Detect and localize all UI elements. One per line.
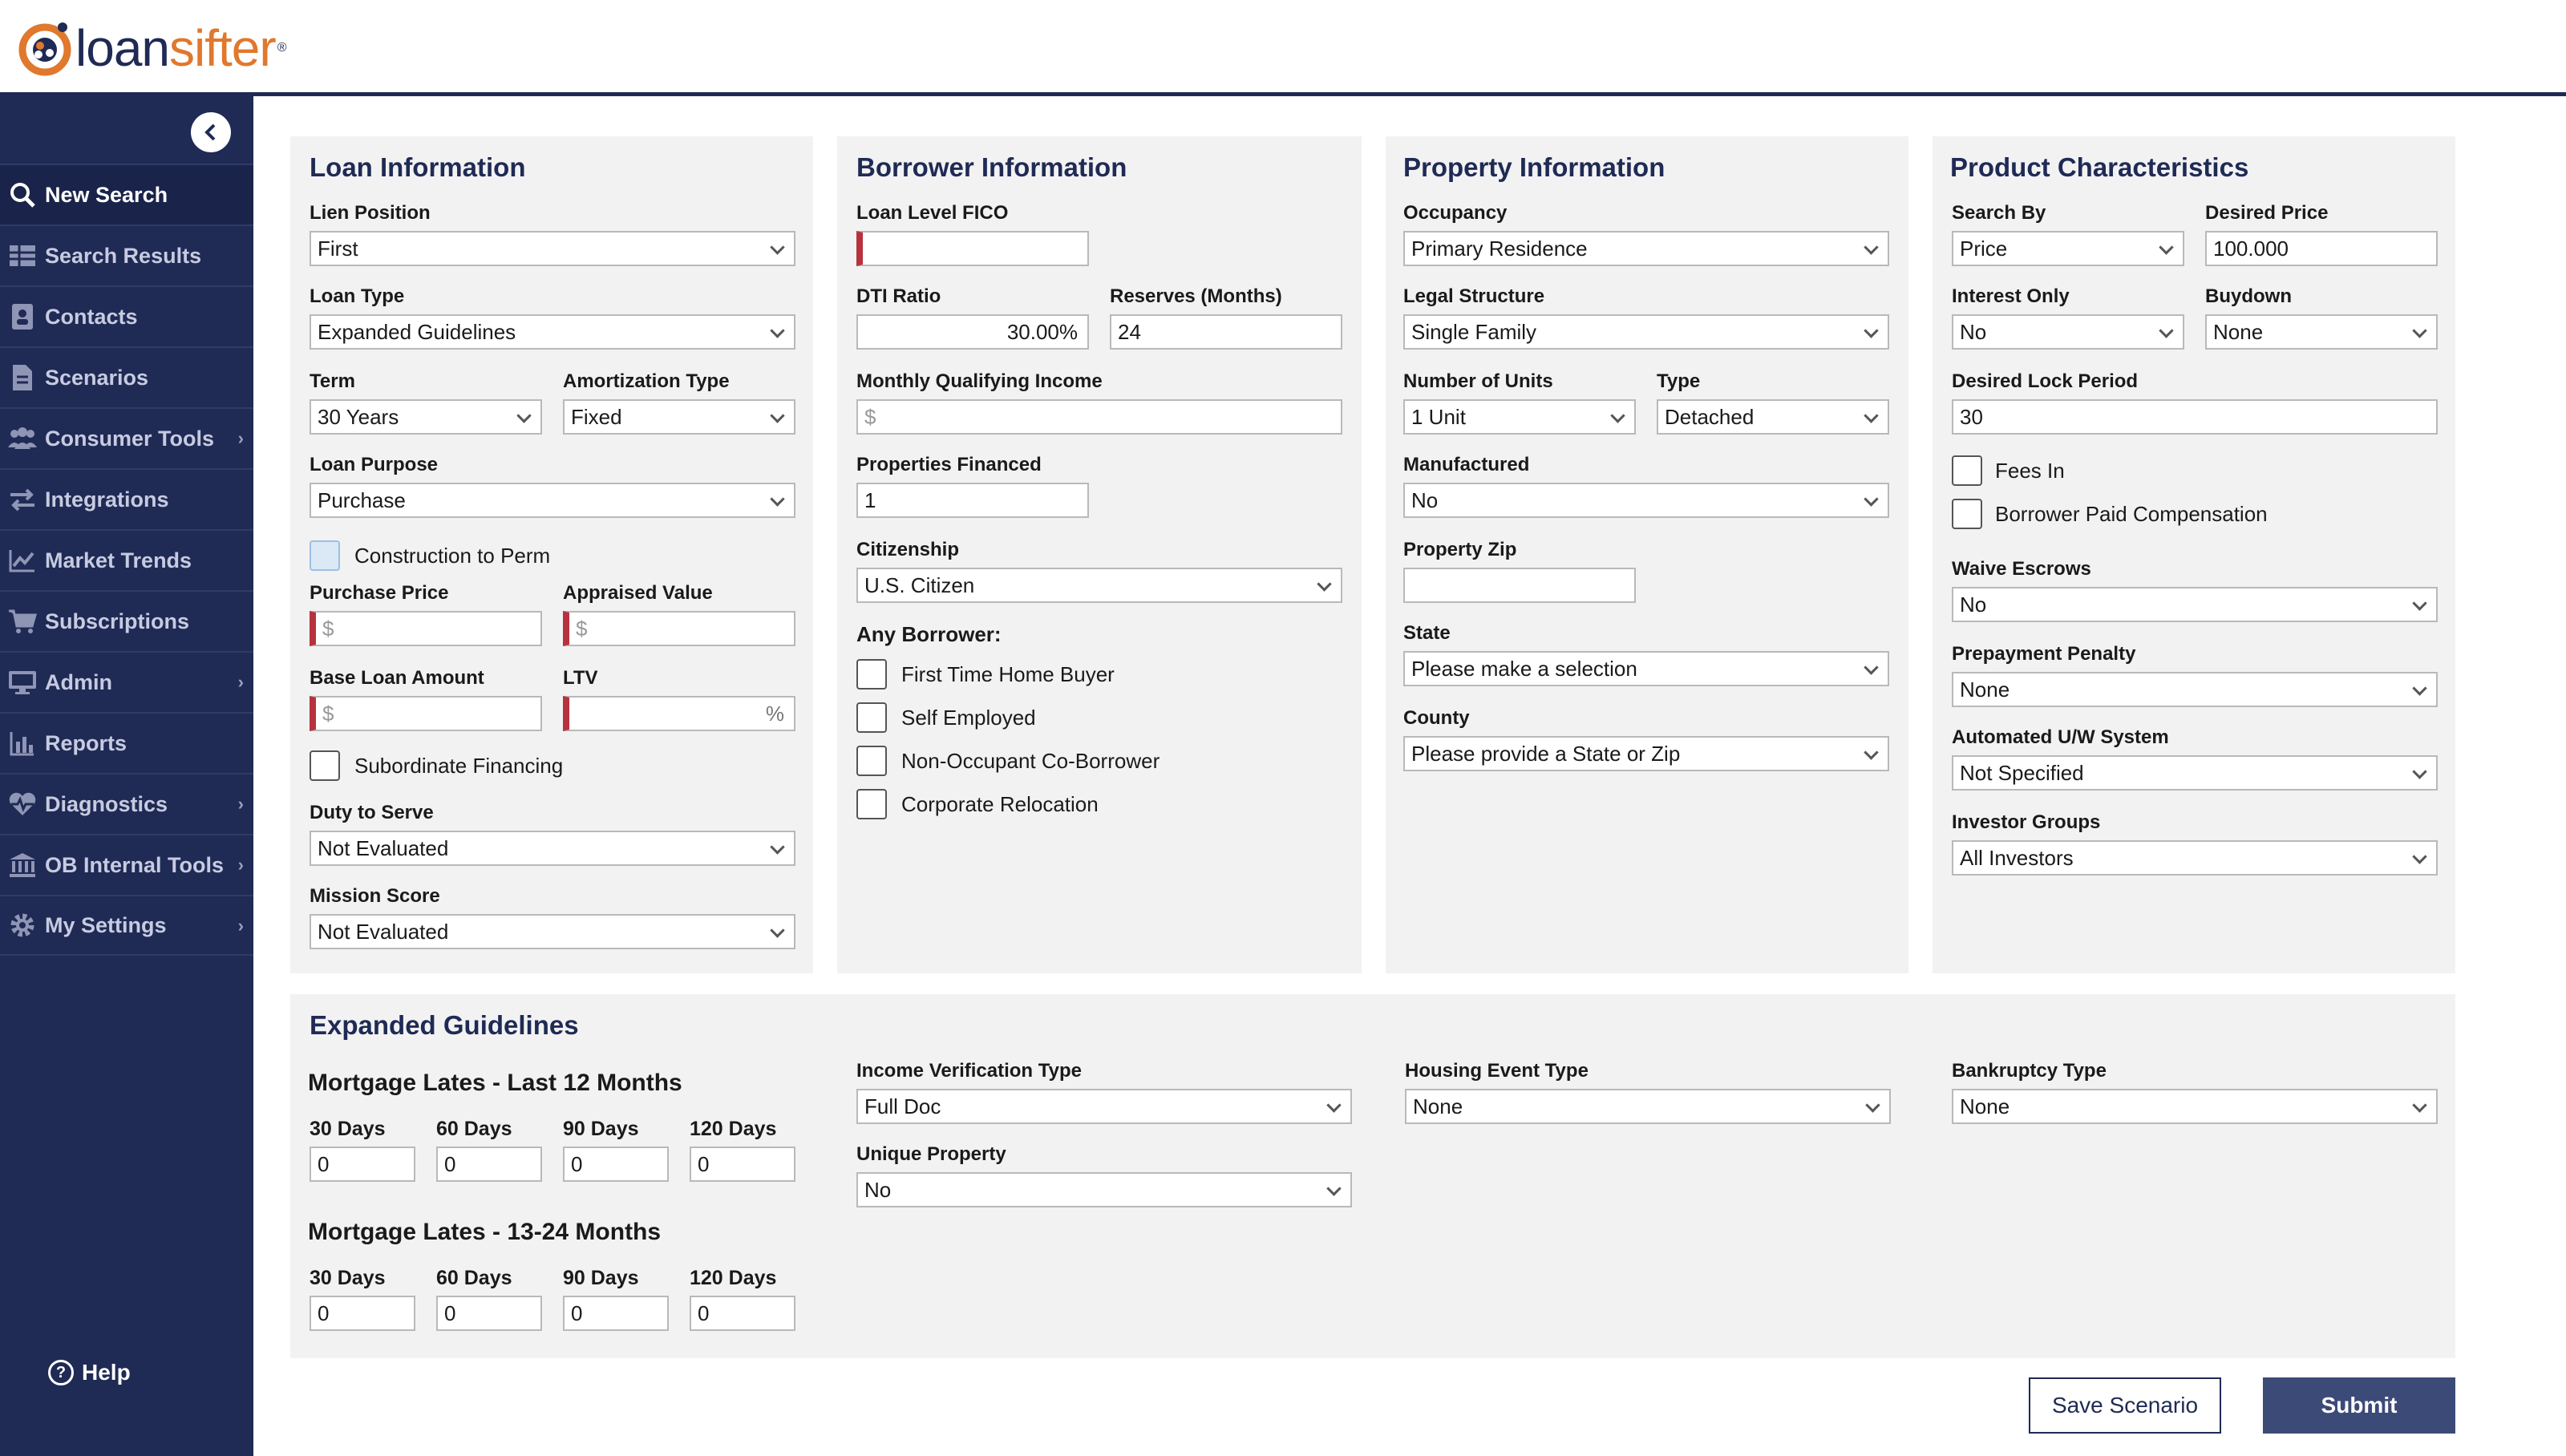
sidebar-nav xyxy=(0,164,253,956)
monthly-qualifying-income-label: Monthly Qualifying Income xyxy=(856,370,1103,392)
lates12-90-days-input[interactable]: 0 xyxy=(563,1147,669,1182)
county-select[interactable]: Please provide a State or Zip xyxy=(1403,736,1889,771)
bankruptcy-type-label: Bankruptcy Type xyxy=(1952,1060,2107,1082)
sidebar-item-label: Contacts xyxy=(45,304,138,329)
loan-information-panel xyxy=(290,136,813,973)
legal-structure-label: Legal Structure xyxy=(1403,285,1545,307)
heartbeat-icon xyxy=(6,788,38,820)
subordinate-financing-checkbox[interactable] xyxy=(310,750,340,781)
panel-title: Product Characteristics xyxy=(1950,152,2249,182)
mortgage-lates-24-title: Mortgage Lates - 13-24 Months xyxy=(308,1219,662,1245)
dti-ratio-label: DTI Ratio xyxy=(856,285,941,307)
prepayment-penalty-select[interactable]: None xyxy=(1952,672,2438,707)
purchase-price-input[interactable]: $ xyxy=(310,611,542,646)
citizenship-select[interactable]: U.S. Citizen xyxy=(856,568,1342,603)
sidebar-item-label: Reports xyxy=(45,730,127,755)
term-label: Term xyxy=(310,370,355,392)
non-occupant-co-borrower-label: Non-Occupant Co-Borrower xyxy=(901,749,1160,773)
users-icon xyxy=(6,423,38,455)
sidebar-item-integrations[interactable] xyxy=(0,468,253,529)
property-zip-label: Property Zip xyxy=(1403,539,1517,560)
chevron-left-icon xyxy=(200,122,221,143)
interest-only-label: Interest Only xyxy=(1952,285,2070,307)
collapse-sidebar-button[interactable] xyxy=(191,112,231,152)
sidebar-item-reports[interactable] xyxy=(0,712,253,773)
help-label: Help xyxy=(82,1360,131,1385)
housing-event-type-label: Housing Event Type xyxy=(1405,1060,1589,1082)
lates12-30-days-label: 30 Days xyxy=(310,1118,386,1140)
gear-icon xyxy=(6,909,38,941)
chevron-right-icon: › xyxy=(237,916,244,936)
term-select[interactable]: 30 Years xyxy=(310,399,542,435)
lates12-90-days-label: 90 Days xyxy=(563,1118,639,1140)
sidebar-item-search-results[interactable] xyxy=(0,224,253,285)
search-by-select[interactable]: Price xyxy=(1952,231,2184,266)
borrower-information-panel xyxy=(837,136,1362,973)
housing-event-type-select[interactable]: None xyxy=(1405,1089,1891,1124)
income-verification-type-select[interactable]: Full Doc xyxy=(856,1089,1352,1124)
loansifter-logo[interactable] xyxy=(16,16,286,80)
sidebar-item-new-search[interactable] xyxy=(0,164,253,224)
sidebar-item-ob-internal-tools[interactable] xyxy=(0,834,253,895)
loan-type-label: Loan Type xyxy=(310,285,405,307)
buydown-label: Buydown xyxy=(2205,285,2292,307)
sidebar-item-label: New Search xyxy=(45,182,168,207)
loan-purpose-label: Loan Purpose xyxy=(310,454,439,475)
mission-score-select[interactable]: Not Evaluated xyxy=(310,914,795,949)
first-time-home-buyer-checkbox[interactable] xyxy=(856,659,887,690)
county-label: County xyxy=(1403,707,1470,729)
income-verification-type-label: Income Verification Type xyxy=(856,1060,1082,1082)
desired-lock-period-input[interactable]: 30 xyxy=(1952,399,2438,435)
corporate-relocation-label: Corporate Relocation xyxy=(901,792,1099,816)
dti-ratio-input[interactable]: 30.00% xyxy=(856,314,1089,350)
sidebar-item-market-trends[interactable] xyxy=(0,529,253,590)
construction-to-perm-label: Construction to Perm xyxy=(354,544,551,568)
manufactured-label: Manufactured xyxy=(1403,454,1530,475)
panel-title: Borrower Information xyxy=(856,152,1127,182)
lates24-60-days-label: 60 Days xyxy=(436,1267,512,1289)
lien-position-select[interactable]: First xyxy=(310,231,795,266)
any-borrower-label: Any Borrower: xyxy=(856,622,1002,646)
non-occupant-co-borrower-checkbox[interactable] xyxy=(856,746,887,776)
chevron-right-icon: › xyxy=(237,855,244,875)
lien-position-label: Lien Position xyxy=(310,202,431,224)
chevron-right-icon: › xyxy=(237,428,244,448)
sidebar-item-label: My Settings xyxy=(45,912,167,937)
sidebar-item-label: Market Trends xyxy=(45,548,192,572)
occupancy-label: Occupancy xyxy=(1403,202,1508,224)
property-type-select[interactable]: Detached xyxy=(1657,399,1889,435)
properties-financed-label: Properties Financed xyxy=(856,454,1042,475)
table-icon xyxy=(6,240,38,272)
product-characteristics-panel xyxy=(1933,136,2455,973)
trend-icon xyxy=(6,544,38,576)
sidebar-item-label: Subscriptions xyxy=(45,609,190,633)
investor-groups-select[interactable]: All Investors xyxy=(1952,840,2438,876)
purchase-price-label: Purchase Price xyxy=(310,582,449,604)
lates24-30-days-input[interactable]: 0 xyxy=(310,1296,415,1331)
citizenship-label: Citizenship xyxy=(856,539,960,560)
sidebar-item-subscriptions[interactable] xyxy=(0,590,253,651)
self-employed-label: Self Employed xyxy=(901,706,1036,730)
base-loan-amount-label: Base Loan Amount xyxy=(310,667,484,689)
properties-financed-input[interactable]: 1 xyxy=(856,483,1089,518)
automated-uw-system-select[interactable]: Not Specified xyxy=(1952,755,2438,791)
sidebar-item-label: Admin xyxy=(45,669,112,694)
monitor-icon xyxy=(6,666,38,698)
sidebar-item-contacts[interactable] xyxy=(0,285,253,346)
logo-mark-icon xyxy=(16,19,72,77)
logo-text: loansifter xyxy=(75,19,276,77)
sidebar-item-my-settings[interactable] xyxy=(0,895,253,956)
help-icon: ? xyxy=(48,1360,74,1385)
search-by-label: Search By xyxy=(1952,202,2046,224)
lates24-90-days-label: 90 Days xyxy=(563,1267,639,1289)
cart-icon xyxy=(6,605,38,637)
property-type-label: Type xyxy=(1657,370,1701,392)
sidebar-item-consumer-tools[interactable] xyxy=(0,407,253,468)
number-of-units-select[interactable]: 1 Unit xyxy=(1403,399,1636,435)
sidebar-item-label: Scenarios xyxy=(45,365,149,390)
base-loan-amount-input[interactable]: $ xyxy=(310,696,542,731)
sidebar-item-label: Integrations xyxy=(45,487,169,512)
mortgage-lates-12-title: Mortgage Lates - Last 12 Months xyxy=(308,1070,682,1096)
automated-uw-system-label: Automated U/W System xyxy=(1952,726,2169,748)
lates24-60-days-input[interactable]: 0 xyxy=(436,1296,542,1331)
sidebar-item-scenarios[interactable] xyxy=(0,346,253,407)
sidebar-item-diagnostics[interactable] xyxy=(0,773,253,834)
fees-in-checkbox[interactable] xyxy=(1952,455,1982,486)
logo-registered: ® xyxy=(277,41,287,55)
interest-only-select[interactable]: No xyxy=(1952,314,2184,350)
lates12-60-days-label: 60 Days xyxy=(436,1118,512,1140)
appraised-value-label: Appraised Value xyxy=(563,582,713,604)
expanded-guidelines-panel xyxy=(290,994,2455,1358)
monthly-qualifying-income-input[interactable]: $ xyxy=(856,399,1342,435)
duty-to-serve-select[interactable]: Not Evaluated xyxy=(310,831,795,866)
bar-chart-icon xyxy=(6,727,38,759)
document-icon xyxy=(6,362,38,394)
waive-escrows-select[interactable]: No xyxy=(1952,587,2438,622)
reserves-months-input[interactable]: 24 xyxy=(1110,314,1342,350)
lates12-120-days-label: 120 Days xyxy=(690,1118,777,1140)
desired-price-input[interactable]: 100.000 xyxy=(2205,231,2438,266)
mission-score-label: Mission Score xyxy=(310,885,440,907)
submit-button[interactable]: Submit xyxy=(2263,1377,2455,1434)
reserves-months-label: Reserves (Months) xyxy=(1110,285,1282,307)
construction-to-perm-checkbox[interactable] xyxy=(310,540,340,571)
sidebar-item-label: Diagnostics xyxy=(45,791,168,816)
number-of-units-label: Number of Units xyxy=(1403,370,1553,392)
waive-escrows-label: Waive Escrows xyxy=(1952,558,2091,580)
save-scenario-button[interactable]: Save Scenario xyxy=(2029,1377,2221,1434)
lates12-60-days-input[interactable]: 0 xyxy=(436,1147,542,1182)
state-label: State xyxy=(1403,622,1451,644)
loan-type-select[interactable]: Expanded Guidelines xyxy=(310,314,795,350)
buydown-select[interactable]: None xyxy=(2205,314,2438,350)
desired-price-label: Desired Price xyxy=(2205,202,2329,224)
desired-lock-period-label: Desired Lock Period xyxy=(1952,370,2139,392)
corporate-relocation-checkbox[interactable] xyxy=(856,789,887,819)
property-zip-input[interactable] xyxy=(1403,568,1636,603)
loan-level-fico-input[interactable] xyxy=(856,231,1089,266)
sidebar xyxy=(0,96,253,1456)
amortization-type-select[interactable]: Fixed xyxy=(563,399,795,435)
panel-title: Property Information xyxy=(1403,152,1665,182)
amortization-type-label: Amortization Type xyxy=(563,370,730,392)
first-time-home-buyer-label: First Time Home Buyer xyxy=(901,662,1115,686)
borrower-paid-compensation-label: Borrower Paid Compensation xyxy=(1995,502,2268,526)
panel-title: Loan Information xyxy=(310,152,526,182)
lates24-90-days-input[interactable]: 0 xyxy=(563,1296,669,1331)
arrows-icon xyxy=(6,483,38,516)
search-icon xyxy=(6,179,38,211)
manufactured-select[interactable]: No xyxy=(1403,483,1889,518)
duty-to-serve-label: Duty to Serve xyxy=(310,802,434,823)
lates12-30-days-input[interactable]: 0 xyxy=(310,1147,415,1182)
help-link[interactable] xyxy=(48,1360,131,1385)
sidebar-item-label: OB Internal Tools xyxy=(45,852,225,877)
contacts-icon xyxy=(6,301,38,333)
appraised-value-input[interactable]: $ xyxy=(563,611,795,646)
sidebar-item-admin[interactable] xyxy=(0,651,253,712)
unique-property-label: Unique Property xyxy=(856,1143,1006,1165)
lates24-120-days-input[interactable]: 0 xyxy=(690,1296,795,1331)
sidebar-item-label: Consumer Tools xyxy=(45,426,215,451)
self-employed-checkbox[interactable] xyxy=(856,702,887,733)
fees-in-label: Fees In xyxy=(1995,459,2065,483)
lates24-30-days-label: 30 Days xyxy=(310,1267,386,1289)
legal-structure-select[interactable]: Single Family xyxy=(1403,314,1889,350)
sidebar-item-label: Search Results xyxy=(45,243,202,268)
bank-icon xyxy=(6,849,38,881)
bankruptcy-type-select[interactable]: None xyxy=(1952,1089,2438,1124)
subordinate-financing-label: Subordinate Financing xyxy=(354,754,564,778)
app-header xyxy=(0,0,2566,96)
borrower-paid-compensation-checkbox[interactable] xyxy=(1952,499,1982,529)
lates24-120-days-label: 120 Days xyxy=(690,1267,777,1289)
property-information-panel xyxy=(1386,136,1908,973)
panel-title: Expanded Guidelines xyxy=(310,1010,579,1040)
loan-purpose-select[interactable]: Purchase xyxy=(310,483,795,518)
loan-level-fico-label: Loan Level FICO xyxy=(856,202,1009,224)
ltv-input[interactable]: % xyxy=(563,696,795,731)
lates12-120-days-input[interactable]: 0 xyxy=(690,1147,795,1182)
prepayment-penalty-label: Prepayment Penalty xyxy=(1952,643,2136,665)
occupancy-select[interactable]: Primary Residence xyxy=(1403,231,1889,266)
ltv-label: LTV xyxy=(563,667,598,689)
chevron-right-icon: › xyxy=(237,672,244,692)
unique-property-select[interactable]: No xyxy=(856,1172,1352,1207)
state-select[interactable]: Please make a selection xyxy=(1403,651,1889,686)
chevron-right-icon: › xyxy=(237,794,244,814)
investor-groups-label: Investor Groups xyxy=(1952,811,2101,833)
